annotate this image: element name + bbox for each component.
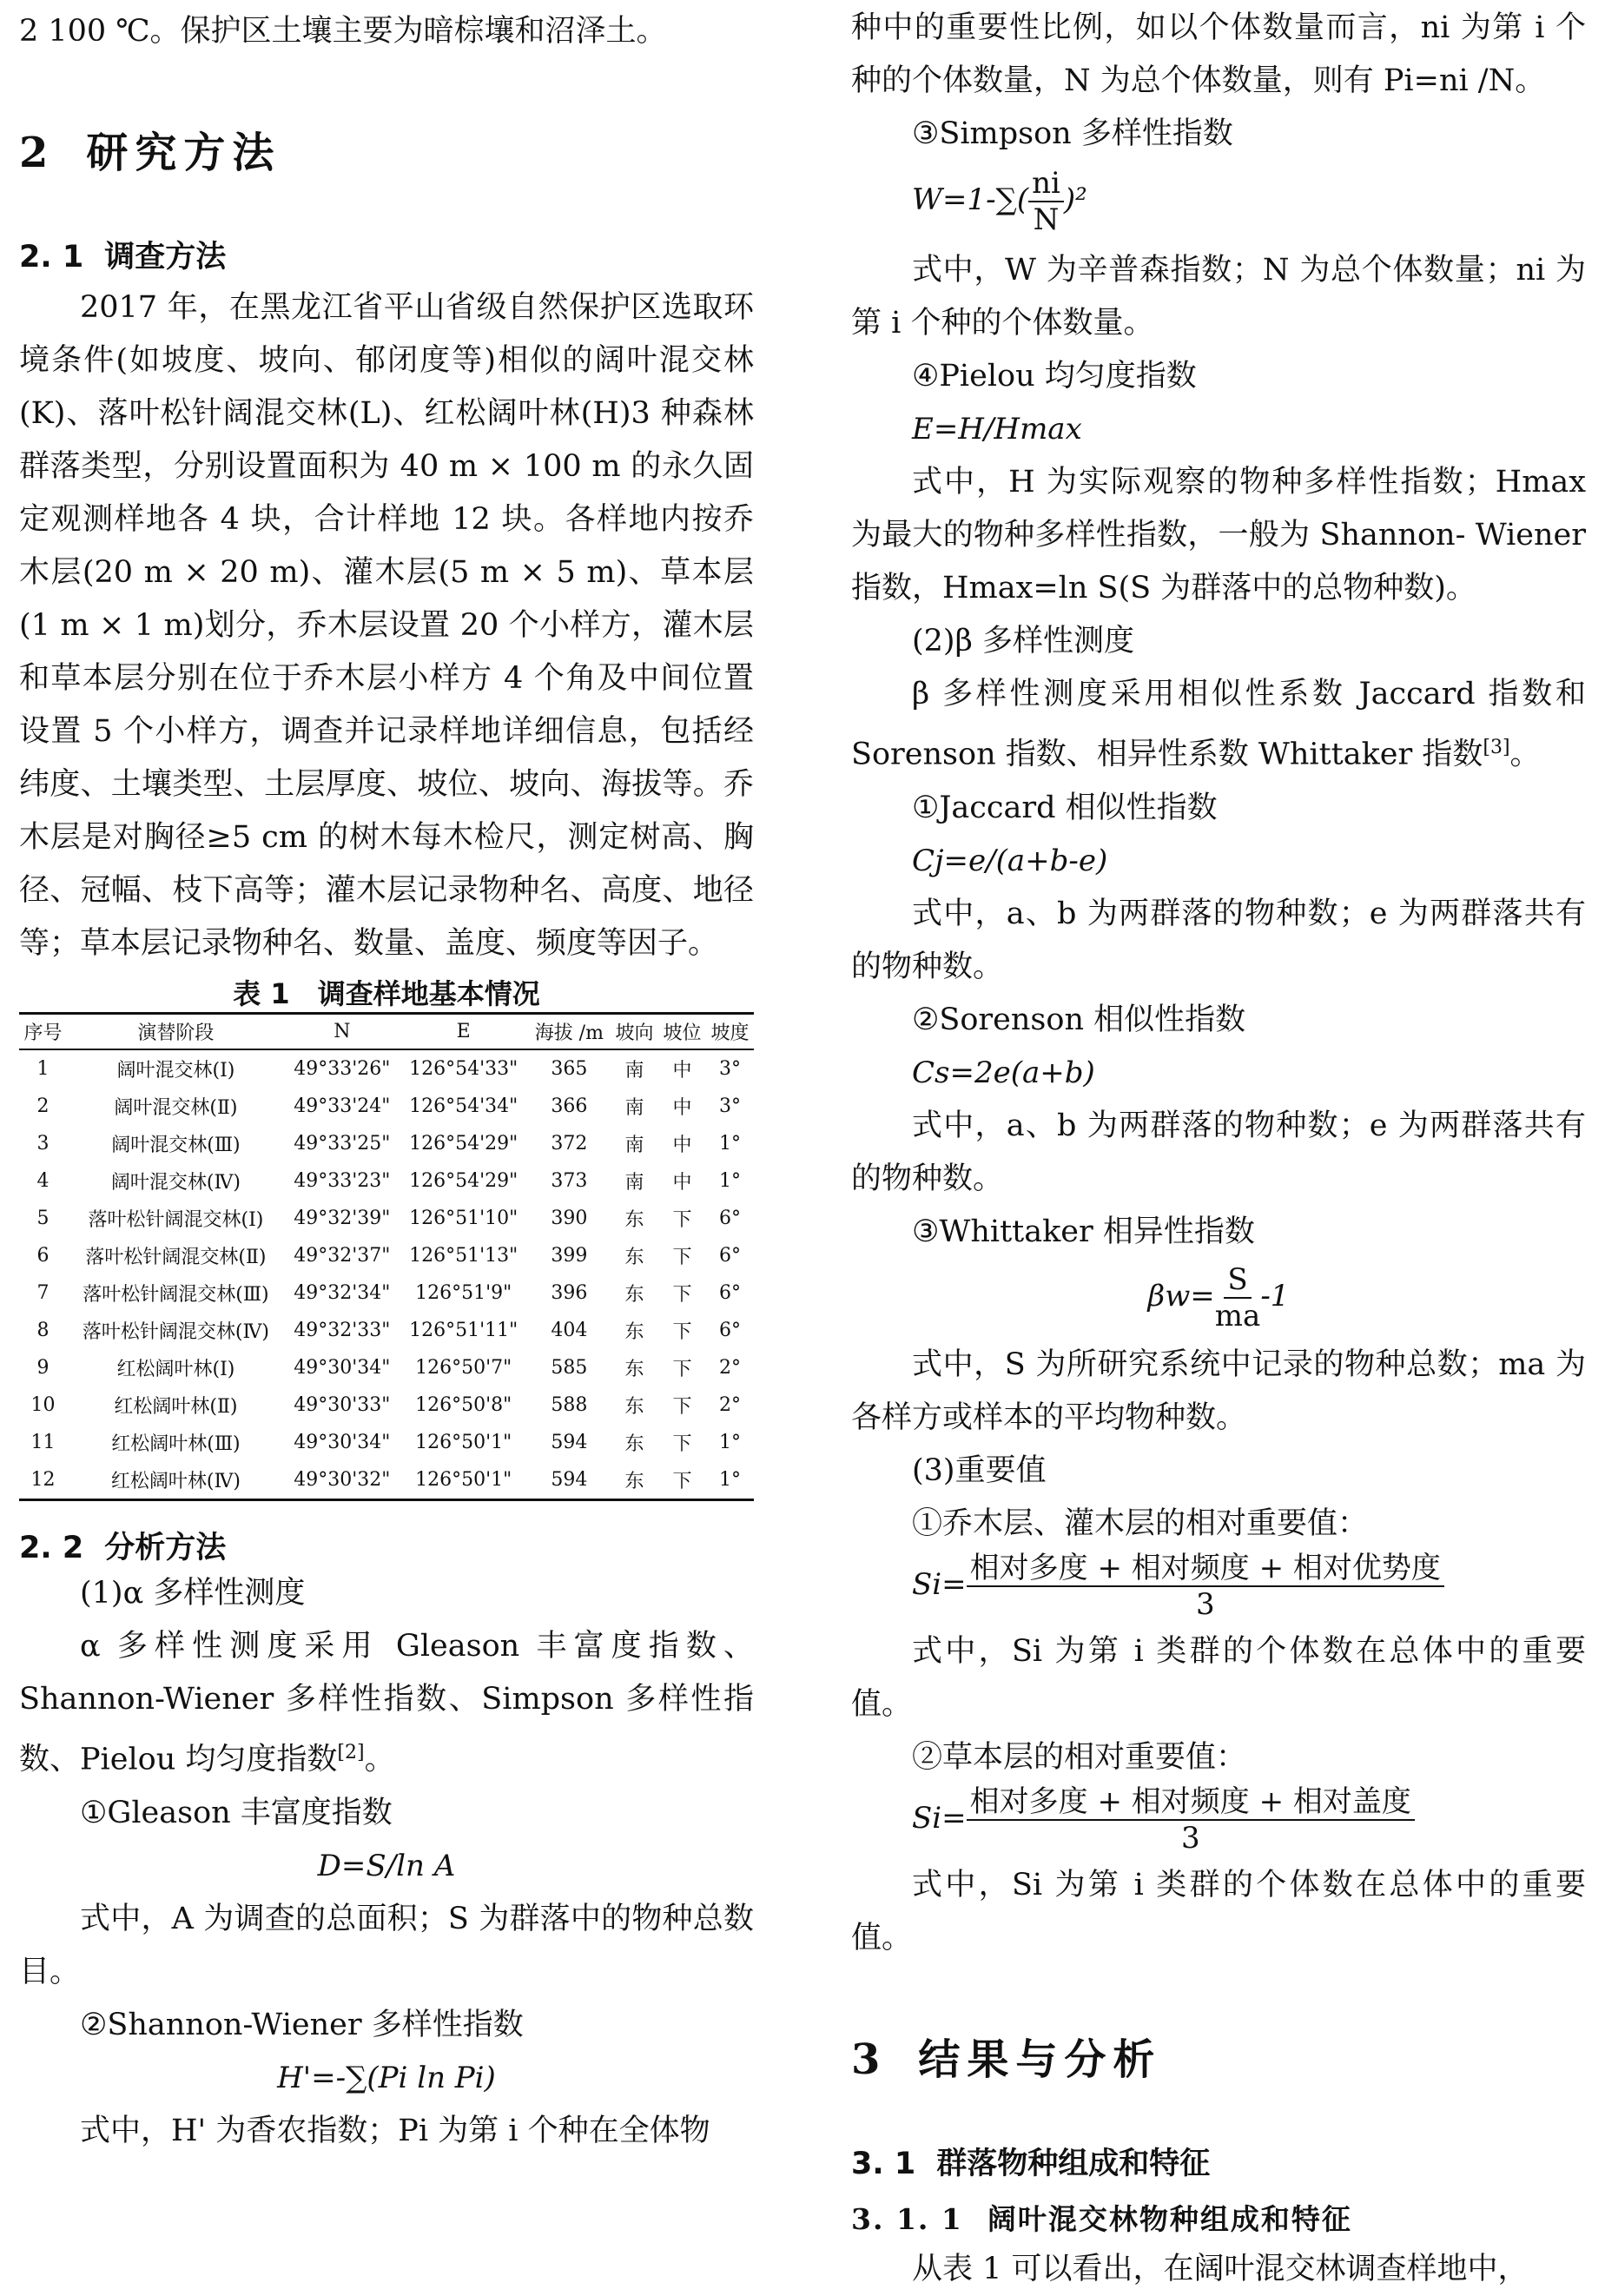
alpha-reference: [2] <box>337 1742 365 1763</box>
table-cell: 11 <box>30 1432 56 1453</box>
simpson-heading: ③Simpson 多样性指数 <box>912 116 1233 151</box>
table-cell: 东 <box>624 1396 644 1418</box>
table-cell: 390 <box>551 1208 588 1229</box>
table-header-cell: 坡位 <box>658 1014 706 1050</box>
table-cell: 落叶松针阔混交林(Ⅲ) <box>83 1284 269 1306</box>
table-cell: 东 <box>611 1461 658 1500</box>
table-cell: 49°30'34" <box>294 1357 391 1379</box>
iv-herb-numerator: 相对多度 + 相对频度 + 相对盖度 <box>967 1784 1415 1821</box>
table-row <box>19 1424 754 1461</box>
intro-tail-text: 2 100 ℃。保护区土壤主要为暗棕壤和沼泽土。 <box>19 14 667 49</box>
beta-paragraph <box>851 668 1586 782</box>
section-3-1-1-number: 3. 1. 1 <box>851 2201 963 2236</box>
jaccard-heading: ①Jaccard 相似性指数 <box>912 790 1218 825</box>
table-cell: 南 <box>624 1135 644 1156</box>
table-cell: 404 <box>551 1320 588 1341</box>
table-cell: 1° <box>706 1461 754 1500</box>
table-cell: 中 <box>672 1172 692 1194</box>
table-cell: 126°54'33" <box>409 1058 518 1080</box>
table-cell: 红松阔叶林(Ⅱ) <box>114 1396 238 1418</box>
simpson-numerator: ni <box>1028 166 1064 202</box>
iv-tree-shrub-formula <box>851 1551 1586 1622</box>
table-cell: 中 <box>672 1135 692 1156</box>
pielou-formula: E=H/Hmax <box>912 412 1082 447</box>
table-header-cell: N <box>285 1014 400 1050</box>
table-cell: 东 <box>624 1321 644 1343</box>
sorenson-heading: ②Sorenson 相似性指数 <box>912 1002 1246 1037</box>
table-header-cell: 海拔 /m <box>528 1014 611 1050</box>
table-cell: 10 <box>30 1394 56 1416</box>
table-cell: 红松阔叶林(Ⅰ) <box>116 1359 235 1380</box>
table-cell: 126°54'29" <box>409 1133 518 1155</box>
section-3-1-1-title: 阔叶混交林物种组成和特征 <box>987 2201 1352 2236</box>
simpson-denominator: N <box>1033 202 1060 237</box>
beta-paragraph-end: 。 <box>1509 737 1541 772</box>
table-cell: 126°51'13" <box>409 1245 518 1267</box>
table-row <box>19 1125 754 1162</box>
section-3-1-1-heading <box>851 2197 1586 2238</box>
simpson-note: 式中，W 为辛普森指数；N 为总个体数量；ni 为第 i 个种的个体数量。 <box>851 253 1586 341</box>
table-cell: 49°32'34" <box>294 1282 391 1304</box>
whittaker-fraction <box>1215 1262 1261 1333</box>
table-cell: 4 <box>36 1170 50 1192</box>
table-cell: 落叶松针阔混交林(Ⅳ) <box>82 1321 270 1343</box>
table-cell: 594 <box>528 1461 611 1500</box>
section-3-title: 结果与分析 <box>918 2035 1162 2084</box>
table-cell: 红松阔叶林(Ⅳ) <box>67 1461 285 1500</box>
iv-tree-shrub-note: 式中，Si 为第 i 类群的个体数在总体中的重要值。 <box>851 1633 1586 1722</box>
table-cell: 12 <box>19 1461 67 1500</box>
table-cell: 373 <box>551 1170 588 1192</box>
iv-tree-shrub-lhs: Si= <box>912 1566 967 1602</box>
simpson-fraction <box>1028 166 1064 237</box>
iv-herb-formula <box>851 1784 1586 1856</box>
simpson-formula <box>851 166 1586 237</box>
table-cell: 下 <box>672 1359 692 1380</box>
section-3-1-heading <box>851 2140 1586 2183</box>
table-cell: 49°30'34" <box>294 1432 391 1453</box>
table-cell: 126°54'34" <box>409 1095 518 1117</box>
table-cell: 126°51'10" <box>409 1208 518 1229</box>
table-cell: 6° <box>718 1208 741 1229</box>
table-cell: 2 <box>36 1095 50 1117</box>
table-1-caption: 表 1 调查样地基本情况 <box>233 977 540 1010</box>
section-3-1-title: 群落物种组成和特征 <box>936 2146 1211 2181</box>
table-row <box>19 1312 754 1349</box>
table-cell: 366 <box>551 1095 588 1117</box>
table-cell: 7 <box>36 1282 50 1304</box>
table-cell: 49°32'39" <box>294 1208 391 1229</box>
table-header-cell: E <box>400 1014 528 1050</box>
alpha-paragraph-text: α 多样性测度采用 Gleason 丰富度指数、Shannon-Wiener 多样性指数、Simpson 多样性指数、Pielou 均匀度指数 <box>19 1629 754 1777</box>
section-2-number: 2 <box>19 129 56 177</box>
table-cell: 8 <box>36 1320 50 1341</box>
table-cell: 372 <box>551 1133 588 1155</box>
table-cell: 126°51'9" <box>415 1282 512 1304</box>
section-2-2-heading <box>19 1524 754 1567</box>
simpson-formula-lhs: W=1-∑( <box>912 182 1029 217</box>
table-cell: 3° <box>718 1058 741 1080</box>
table-cell: 49°33'23" <box>294 1170 391 1192</box>
table-cell: 9 <box>36 1357 50 1379</box>
table-cell: 下 <box>672 1284 692 1306</box>
whittaker-lhs: βw= <box>1147 1278 1215 1313</box>
whittaker-numerator: S <box>1224 1262 1251 1299</box>
table-cell: 49°33'26" <box>294 1058 391 1080</box>
whittaker-note: 式中，S 为所研究系统中记录的物种总数；ma 为各样方或样本的平均物种数。 <box>851 1347 1586 1435</box>
table-cell: 东 <box>624 1247 644 1268</box>
table-header-row <box>19 1014 754 1050</box>
iv-tree-shrub-fraction <box>967 1551 1444 1622</box>
table-cell: 阔叶混交林(Ⅱ) <box>114 1097 238 1119</box>
section-2-title: 研究方法 <box>86 129 281 177</box>
table-cell: 6° <box>718 1245 741 1267</box>
iv-tree-shrub-numerator: 相对多度 + 相对频度 + 相对优势度 <box>967 1551 1444 1587</box>
table-cell: 5 <box>36 1208 50 1229</box>
table-header-cell: 序号 <box>19 1014 67 1050</box>
table-cell: 阔叶混交林(Ⅰ) <box>116 1060 235 1082</box>
table-cell: 1 <box>36 1058 50 1080</box>
beta-paragraph-text: β 多样性测度采用相似性系数 Jaccard 指数和 Sorenson 指数、相异性系数 Whittaker 指数 <box>851 677 1586 772</box>
section-2-1-number: 2. 1 <box>19 240 84 275</box>
iv-herb-note: 式中，Si 为第 i 类群的个体数在总体中的重要值。 <box>851 1867 1586 1955</box>
table-cell: 2° <box>718 1357 741 1379</box>
table-cell: 49°33'25" <box>294 1133 391 1155</box>
table-1 <box>19 1012 754 1501</box>
table-cell: 126°50'7" <box>415 1357 512 1379</box>
table-cell: 6° <box>718 1320 741 1341</box>
table-header-cell: 坡向 <box>611 1014 658 1050</box>
table-cell: 396 <box>551 1282 588 1304</box>
table-cell: 落叶松针阔混交林(Ⅰ) <box>88 1209 264 1231</box>
table-cell: 1° <box>718 1133 741 1155</box>
table-cell: 6° <box>718 1282 741 1304</box>
table-body <box>19 1049 754 1500</box>
jaccard-note: 式中，a、b 为两群落的物种数；e 为两群落共有的物种数。 <box>851 896 1586 984</box>
iv-herb-fraction <box>967 1784 1415 1856</box>
table-header-cell: 坡度 <box>706 1014 754 1050</box>
gleason-heading: ①Gleason 丰富度指数 <box>80 1795 393 1830</box>
table-cell: 1° <box>718 1170 741 1192</box>
table-cell: 下 <box>672 1209 692 1231</box>
whittaker-formula <box>851 1262 1586 1333</box>
table-cell: 126°54'29" <box>409 1170 518 1192</box>
table-cell: 3 <box>36 1133 50 1155</box>
right-column <box>851 0 1586 2296</box>
table-cell: 南 <box>624 1097 644 1119</box>
table-row <box>19 1200 754 1237</box>
table-cell: 2° <box>718 1394 741 1416</box>
table-cell: 阔叶混交林(Ⅳ) <box>110 1172 241 1194</box>
table-cell: 东 <box>624 1284 644 1306</box>
table-cell: 585 <box>551 1357 588 1379</box>
shannon-formula: H'=-∑(Pi ln Pi) <box>277 2060 496 2095</box>
section-2-2-title: 分析方法 <box>104 1531 227 1565</box>
alpha-heading: (1)α 多样性测度 <box>80 1576 306 1611</box>
shannon-heading: ②Shannon-Wiener 多样性指数 <box>80 2007 524 2042</box>
section-3-heading <box>851 2026 1586 2086</box>
table-cell: 6 <box>36 1245 50 1267</box>
shannon-note-continued: 种中的重要性比例，如以个体数量而言，ni 为第 i 个种的个体数量，N 为总个体数量，则有 Pi=ni /N。 <box>851 10 1586 98</box>
table-cell: 365 <box>551 1058 588 1080</box>
table-cell: 下 <box>672 1247 692 1268</box>
whittaker-heading: ③Whittaker 相异性指数 <box>912 1214 1255 1249</box>
iv-herb-denominator: 3 <box>1180 1820 1200 1856</box>
table-cell: 阔叶混交林(Ⅲ) <box>111 1135 241 1156</box>
table-row <box>19 1088 754 1125</box>
table-cell: 49°30'33" <box>294 1394 391 1416</box>
table-cell: 126°50'1" <box>400 1461 528 1500</box>
table-row <box>19 1274 754 1312</box>
section-3-1-number: 3. 1 <box>851 2146 916 2181</box>
table-cell: 下 <box>672 1396 692 1418</box>
section-2-1-heading <box>19 233 754 276</box>
table-cell: 588 <box>551 1394 588 1416</box>
sorenson-formula: Cs=2e(a+b) <box>912 1055 1095 1090</box>
sorenson-note: 式中，a、b 为两群落的物种数；e 为两群落共有的物种数。 <box>851 1108 1586 1196</box>
simpson-formula-rhs: )² <box>1063 182 1087 217</box>
gleason-formula: D=S/ln A <box>317 1848 456 1883</box>
table-cell: 下 <box>672 1433 692 1455</box>
table-row <box>19 1237 754 1274</box>
section-2-1-title: 调查方法 <box>104 240 227 275</box>
table-cell: 东 <box>624 1209 644 1231</box>
iv-herb-lhs: Si= <box>912 1800 967 1836</box>
section-3-1-1-paragraph: 从表 1 可以看出，在阔叶混交林调查样地中， <box>912 2251 1529 2286</box>
table-cell: 东 <box>624 1433 644 1455</box>
table-cell: 49°33'24" <box>294 1095 391 1117</box>
jaccard-formula: Cj=e/(a+b-e) <box>912 843 1108 878</box>
table-cell: 中 <box>672 1097 692 1119</box>
section-2-heading <box>19 119 754 179</box>
shannon-note: 式中，H' 为香农指数；Pi 为第 i 个种在全体物 <box>80 2113 710 2148</box>
pielou-heading: ④Pielou 均匀度指数 <box>912 359 1197 394</box>
table-cell: 399 <box>551 1245 588 1267</box>
table-cell: 126°51'11" <box>409 1320 518 1341</box>
table-row <box>19 1049 754 1088</box>
section-2-2-number: 2. 2 <box>19 1531 84 1565</box>
table-cell: 126°50'1" <box>415 1432 512 1453</box>
beta-heading: (2)β 多样性测度 <box>912 624 1134 658</box>
alpha-paragraph: α 多样性测度采用 Gleason 丰富度指数、Shannon-Wiener 多样性指数、Simpson 多样性指数、Pielou 均匀度指数[2]。 <box>19 1629 754 1777</box>
beta-reference: [3] <box>1483 737 1510 758</box>
table-cell: 49°32'37" <box>294 1245 391 1267</box>
table-cell: 中 <box>672 1060 692 1082</box>
table-cell: 49°30'32" <box>285 1461 400 1500</box>
gleason-note: 式中，A 为调查的总面积；S 为群落中的物种总数目。 <box>19 1901 754 1989</box>
table-row <box>19 1349 754 1386</box>
table-cell: 下 <box>672 1321 692 1343</box>
table-cell: 下 <box>658 1461 706 1500</box>
section-3-number: 3 <box>851 2035 888 2084</box>
iv-tree-shrub-denominator: 3 <box>1195 1586 1215 1622</box>
table-cell: 49°32'33" <box>294 1320 391 1341</box>
table-cell: 南 <box>624 1060 644 1082</box>
table-row <box>19 1461 754 1500</box>
importance-value-heading: (3)重要值 <box>912 1452 1047 1488</box>
whittaker-rhs: -1 <box>1260 1278 1290 1313</box>
iv-tree-shrub-heading: ①乔木层、灌木层的相对重要值： <box>912 1505 1369 1541</box>
table-cell: 1° <box>718 1432 741 1453</box>
table-header-cell: 演替阶段 <box>67 1014 285 1050</box>
table-row <box>19 1386 754 1424</box>
table-cell: 3° <box>718 1095 741 1117</box>
pielou-note: 式中，H 为实际观察的物种多样性指数；Hmax 为最大的物种多样性指数，一般为 Shannon- Wiener 指数，Hmax=ln S(S 为群落中的总物种数)。 <box>851 465 1586 605</box>
table-cell: 东 <box>624 1359 644 1380</box>
whittaker-denominator: ma <box>1214 1298 1261 1333</box>
table-cell: 594 <box>551 1432 588 1453</box>
table-cell: 落叶松针阔混交林(Ⅱ) <box>85 1247 267 1268</box>
table-cell: 红松阔叶林(Ⅲ) <box>111 1433 241 1455</box>
table-cell: 南 <box>624 1172 644 1194</box>
table-cell: 126°50'8" <box>415 1394 512 1416</box>
table-row <box>19 1162 754 1200</box>
left-column <box>19 0 754 2158</box>
iv-herb-heading: ②草本层的相对重要值： <box>912 1739 1247 1775</box>
survey-method-paragraph: 2017 年，在黑龙江省平山省级自然保护区选取环境条件(如坡度、坡向、郁闭度等)相似的阔叶混交林(K)、落叶松针阔混交林(L)、红松阔叶林(H)3 种森林群落类型，分别设置面积为 40 m × 100 m 的永久固定观测样地各 4 块，合计样地 12 块。各样地内按乔木层(20 m × 20 m)、灌木层(5 m × 5 m)、草本层(1 m × 1 m)划分，乔木层设置 20 个小样方，灌木层和草本层分别在位于乔木层小样方 4 个角及中间位置设置 5 个小样方，调查并记录样地详细信息，包括经纬度、土壤类型、土层厚度、坡位、坡向、海拔等。乔木层是对胸径≥5 cm 的树木每木检尺，测定树高、胸径、冠幅、枝下高等；灌木层记录物种名、高度、地径等；草本层记录物种名、数量、盖度、频度等因子。 <box>19 290 754 961</box>
